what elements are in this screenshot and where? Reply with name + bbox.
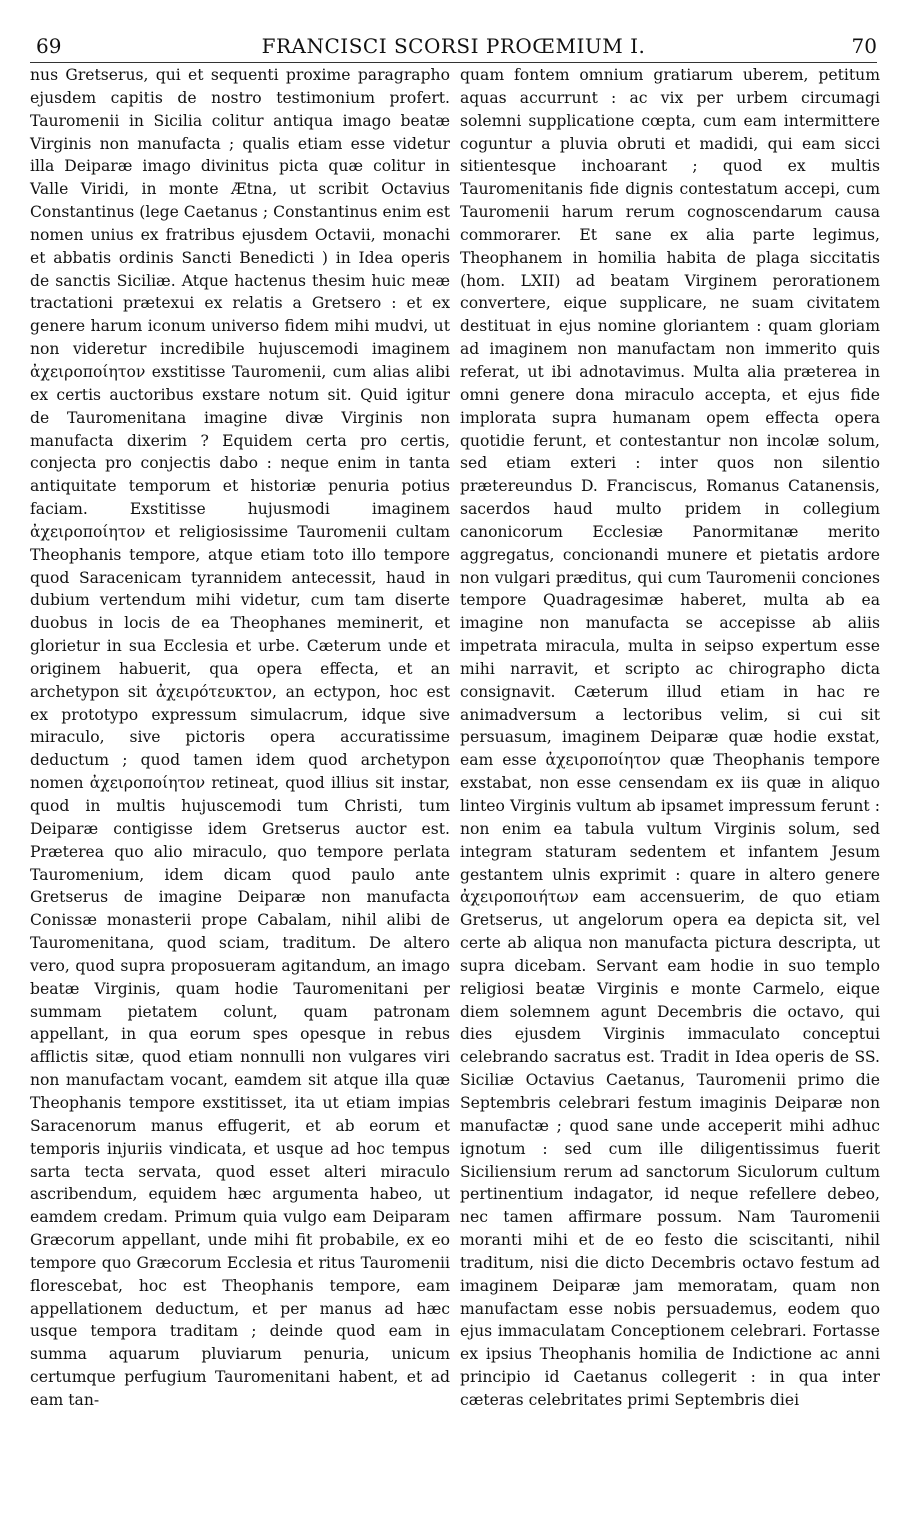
running-title: FRANCISCI SCORSI PROŒMIUM I. <box>261 34 646 58</box>
page-number-right: 70 <box>851 34 877 58</box>
left-column-text: nus Gretserus, qui et sequenti proxime paragrapho ejusdem capitis de nostro testimonium profert. Tauromenii in Sicilia colitur antiqua imago beatæ Virginis non manufacta ; qualis etiam esse videtur illa Deiparæ imago divinitus picta quæ colitur in Valle Viridi, in monte Ætna, ut scribit Octavius Constantinus (lege Caetanus ; Constantinus enim est nomen unius ex fratribus ejusdem Octavii, monachi et abbatis ordinis Sancti Benedicti ) in Idea operis de sanctis Siciliæ. Atque hactenus thesim huic meæ tractationi prætexui ex relatis a Gretsero : et ex genere harum iconum universo fidem mihi mudvi, ut non videretur incredibile hujuscemodi imaginem ἀχειροποίητον exstitisse Tauromenii, cum alias alibi ex certis auctoribus exstare notum sit. Quid igitur de Tauromenitana imagine divæ Virginis non manufacta dixerim ? Equidem certa pro certis, conjecta pro conjectis dabo : neque enim in tanta antiquitate temporum et historiæ penuria potius faciam. Exstitisse hujusmodi imaginem ἀχειροποίητον et religiosissime Tauromenii cultam Theophanis tempore, atque etiam toto illo tempore quod Saracenicam tyrannidem antecessit, haud in dubium vertendum mihi videtur, cum tam diserte duobus in locis de ea Theophanes meminerit, et glorietur in sua Ecclesia et urbe. Cæterum unde et originem habuerit, qua opera effecta, et an archetypon sit ἀχειρότευκτον, an ectypon, hoc est ex prototypo expressum simulacrum, idque sive miraculo, sive pictoris opera accuratissime deductum ; quod tamen idem quod archetypon nomen ἀχειροποίητον retineat, quod illius sit instar, quod in multis hujuscemodi tum Christi, tum Deiparæ contigisse idem Gretserus auctor est. Præterea quo alio miraculo, quo tempore perlata Tauromenium, idem dicam quod paulo ante Gretserus de imagine Deiparæ non manufacta Conissæ monasterii prope Cabalam, nihil alibi de Tauromenitana, quod sciam, traditum. De altero vero, quod supra proposueram agitandum, an imago beatæ Virginis, quam hodie Tauromenitani per summam pietatem colunt, quam patronam appellant, in qua eorum spes opesque in rebus afflictis sitæ, quod etiam nonnulli non vulgares viri non manufactam vocant, eamdem sit atque illa quæ Theophanis tempore exstitisset, ita ut etiam impias Saracenorum manus effugerit, et ab eorum et temporis injuriis vindicata, et usque ad hoc tempus sarta tecta servata, quod esset alteri miraculo ascribendum, equidem hæc argumenta habeo, ut eamdem credam. Primum quia vulgo eam Deiparam Græcorum appellant, unde mihi fit probabile, ex eo tempore quo Græcorum Ecclesia et ritus Tauromenii florescebat, hoc est Theophanis tempore, eam appellationem deductum, et per manus ad hæc usque tempora traditam ; deinde quod eam in summa aquarum pluviarum penuria, unicum certumque perfugium Tauromenitani habent, et ad eam tan- <box>30 66 450 1409</box>
right-column-text: quam fontem omnium gratiarum uberem, petitum aquas accurrunt : ac vix per urbem circumagi solemni supplicatione cœpta, cum eam intermittere coguntur a pluvia obruti et madidi, qui eam sicci sitientesque inchoarant ; quod ex multis Tauromenitanis fide dignis contestatum accepi, cum Tauromenii harum rerum cognoscendarum causa commorarer. Et sane ex alia parte legimus, Theophanem in homilia habita de plaga siccitatis (hom. LXII) ad beatam Virginem perorationem convertere, eique supplicare, ne suam civitatem destituat in ejus nomine gloriantem : quam gloriam ad imaginem non manufactam non immerito quis referat, ut ibi adnotavimus. Multa alia præterea in omni genere dona miraculo accepta, et ejus fide implorata supra humanam opem effecta opera quotidie ferunt, et contestantur non incolæ solum, sed etiam exteri : inter quos non silentio prætereundus D. Franciscus, Romanus Catanensis, sacerdos haud multo pridem in collegium canonicorum Ecclesiæ Panormitanæ merito aggregatus, concionandi munere et pietatis ardore non vulgari præditus, qui cum Tauromenii conciones tempore Quadragesimæ haberet, multa ab ea imagine non manufacta se accepisse ab aliis impetrata miracula, multa in seipso expertum esse mihi narravit, et scripto ac chirographo dicta consignavit. Cæterum illud etiam in hac re animadversum a lectoribus velim, si cui sit persuasum, imaginem Deiparæ quæ hodie exstat, eam esse ἀχειροποίητον quæ Theophanis tempore exstabat, non esse censendam ex iis quæ in aliquo linteo Virginis vultum ab ipsamet impressum ferunt : non enim ea tabula vultum Virginis solum, sed integram staturam sedentem et infantem Jesum gestantem ulnis exprimit : quare in altero genere ἀχειροποιήτων eam accensuerim, de quo etiam Gretserus, ut angelorum opera ea depicta sit, vel certe ab aliqua non manufacta pictura descripta, ut supra dicebam. Servant eam hodie in suo templo religiosi beatæ Virginis e monte Carmelo, eique diem solemnem agunt Decembris die octavo, qui dies ejusdem Virginis immaculato conceptui celebrando sacratus est. Tradit in Idea operis de SS. Siciliæ Octavius Caetanus, Tauromenii primo die Septembris celebrari festum imaginis Deiparæ non manufactæ ; quod sane unde acceperit mihi adhuc ignotum : sed cum ille diligentissimus fuerit Siciliensium rerum ad sanctorum Siculorum cultum pertinentium indagator, id neque refellere debeo, nec tamen affirmare possum. Nam Tauromenii moranti mihi et de eo festo die sciscitanti, nihil traditum, nisi die dicto Decembris octavo festum ad imaginem Deiparæ jam memoratam, quam non manufactam esse nobis persuademus, eodem quo ejus immaculatam Conceptionem celebrari. Fortasse ex ipsius Theophanis homilia de Indictione ac anni principio id Caetanus collegerit : in qua inter cæteras celebritates primi Septembris diei <box>460 66 880 1409</box>
left-column <box>30 64 450 1412</box>
page-header <box>30 30 877 63</box>
page-number-left: 69 <box>36 34 62 58</box>
right-column <box>460 64 880 1412</box>
